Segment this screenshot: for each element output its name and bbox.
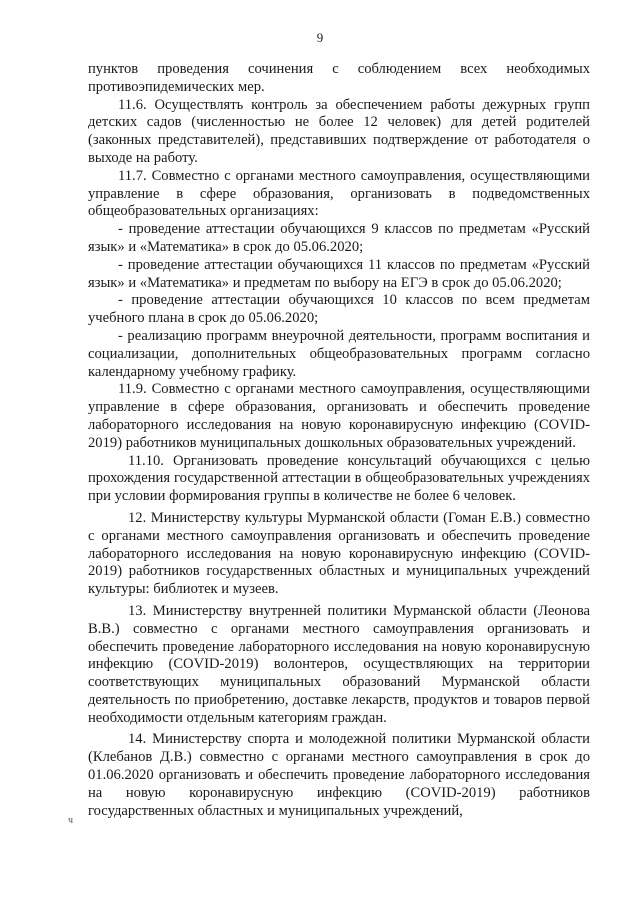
list-item-extracurricular: - реализацию программ внеурочной деятельности, программ воспитания и социализации, дополнительных общеобразовательных программ согласно календарному учебному графику. xyxy=(88,327,590,380)
list-item-grade-9: - проведение аттестации обучающихся 9 классов по предметам «Русский язык» и «Математика» в срок до 05.06.2020; xyxy=(88,221,590,255)
paragraph-11-7: 11.7. Совместно с органами местного самоуправления, осуществляющими управление в сфере образования, организовать в подведомственных общеобразовательных организациях: xyxy=(88,167,590,220)
list-item-grade-11: - проведение аттестации обучающихся 11 классов по предметам «Русский язык» и «Математика» и предметам по выбору на ЕГЭ в срок до 05.06.2020; xyxy=(88,256,590,291)
page-number: 9 xyxy=(316,30,324,45)
paragraph-11-6: 11.6. Осуществлять контроль за обеспечением работы дежурных групп детских садов (численностью не более 12 человек) для детей родителей (законных представителей), представивших подтверждение от работодателя о выходе на работу. xyxy=(88,96,590,166)
paragraph-13: 13. Министерству внутренней политики Мурманской области (Леонова В.В.) совместно с органами местного самоуправления организовать и обеспечить проведение лабораторного исследования на новую коронавирусную инфекцию (COVID-2019) волонтеров, осуществляющих на территории соответствующих муниципальных образований Мурманской области деятельность по приобретению, доставке лекарств, продуктов и товаров первой необходимости отдельным категориям граждан. xyxy=(88,602,590,726)
paragraph-11-10: 11.10. Организовать проведение консультаций обучающихся с целью прохождения государственной аттестации в общеобразовательных учреждениях при условии формирования группы в количестве не более 6 человек. xyxy=(88,452,590,505)
paragraph-continuation: пунктов проведения сочинения с соблюдением всех необходимых противоэпидемических мер. xyxy=(88,61,590,95)
margin-mark: ч xyxy=(68,815,74,826)
document-body xyxy=(88,61,590,820)
paragraph-12: 12. Министерству культуры Мурманской области (Гоман Е.В.) совместно с органами местного самоуправления организовать и обеспечить проведение лабораторного исследования на новую коронавирусную инфекцию (COVID-2019) работников государственных областных и муниципальных учреждений культуры: библиотек и музеев. xyxy=(88,509,590,598)
paragraph-14: 14. Министерству спорта и молодежной политики Мурманской области (Клебанов Д.В.) совместно с органами местного самоуправления в срок до 01.06.2020 организовать и обеспечить проведение лабораторного исследования на новую коронавирусную инфекцию (COVID-2019) работников государственных областных и муниципальных учреждений, xyxy=(88,731,590,819)
list-item-grade-10: - проведение аттестации обучающихся 10 классов по всем предметам учебного плана в срок до 05.06.2020; xyxy=(88,292,590,327)
paragraph-11-9: 11.9. Совместно с органами местного самоуправления, осуществляющими управление в сфере образования, организовать и обеспечить проведение лабораторного исследования на новую коронавирусную инфекцию (COVID-2019) работников муниципальных дошкольных образовательных учреждений. xyxy=(88,381,590,451)
